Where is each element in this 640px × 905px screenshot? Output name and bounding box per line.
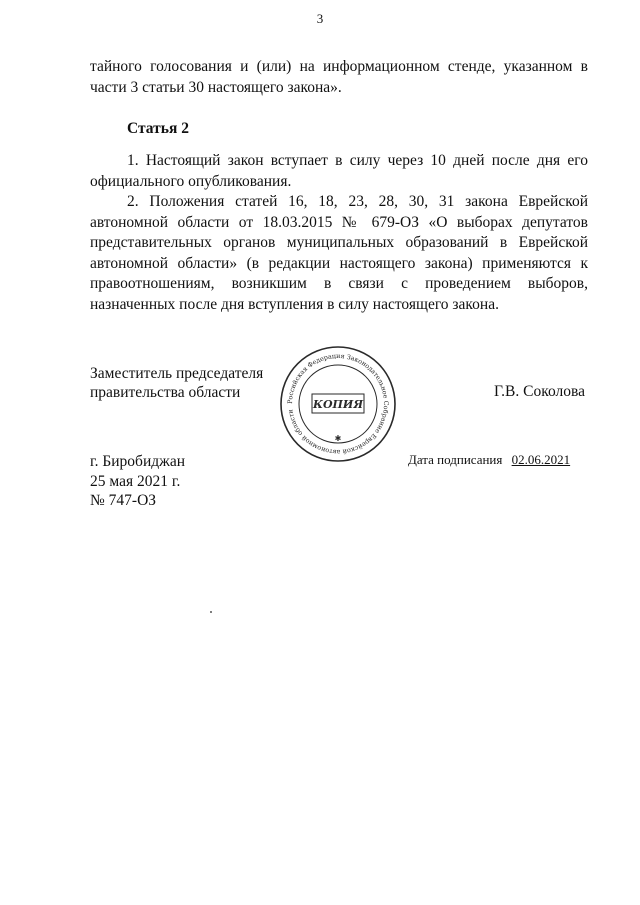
signing-date-value: 02.06.2021 <box>511 452 571 467</box>
place-date-number-block <box>90 452 185 511</box>
signing-date-label: Дата подписания <box>408 452 503 467</box>
page-number: 3 <box>316 11 324 26</box>
seal-ring-text: Российская Федерация Законодательное Собрание Еврейской автономной области <box>285 351 391 457</box>
signer-title <box>90 364 263 402</box>
official-seal-stamp <box>278 344 398 464</box>
intro-paragraph: тайного голосования и (или) на информационном стенде, указанном в части 3 статьи 30 настоящего закона». <box>90 58 588 96</box>
seal-star-icon: ✱ <box>334 434 342 443</box>
article-heading: Статья 2 <box>127 120 189 137</box>
signer-name: Г.В. Соколова <box>493 383 585 400</box>
seal-center-word: КОПИЯ <box>312 398 364 411</box>
place-city: г. Биробиджан <box>90 453 186 470</box>
signer-title-line-2: правительства области <box>90 384 241 401</box>
article-paragraph-1: 1. Настоящий закон вступает в силу через 10 дней после дня его официального опубликования. <box>90 152 588 190</box>
signing-date <box>408 452 570 468</box>
stray-mark <box>210 611 212 613</box>
intro-text-block <box>90 57 588 98</box>
law-date: 25 мая 2021 г. <box>90 472 181 490</box>
article-body <box>90 151 588 315</box>
signer-title-line-1: Заместитель председателя <box>90 365 264 382</box>
law-number: № 747-ОЗ <box>90 492 157 509</box>
article-paragraph-2: 2. Положения статей 16, 18, 23, 28, 30, 31 закона Еврейской автономной области от 18.03.2015 № 679-ОЗ «О выборах депутатов представительных органов муниципальных образований в Еврейской автономной области» (в редакции настоящего закона) применяются к правоотношениям, возникшим в связи с проведением выборов, назначенных после дня вступления в силу настоящего закона. <box>90 193 588 313</box>
